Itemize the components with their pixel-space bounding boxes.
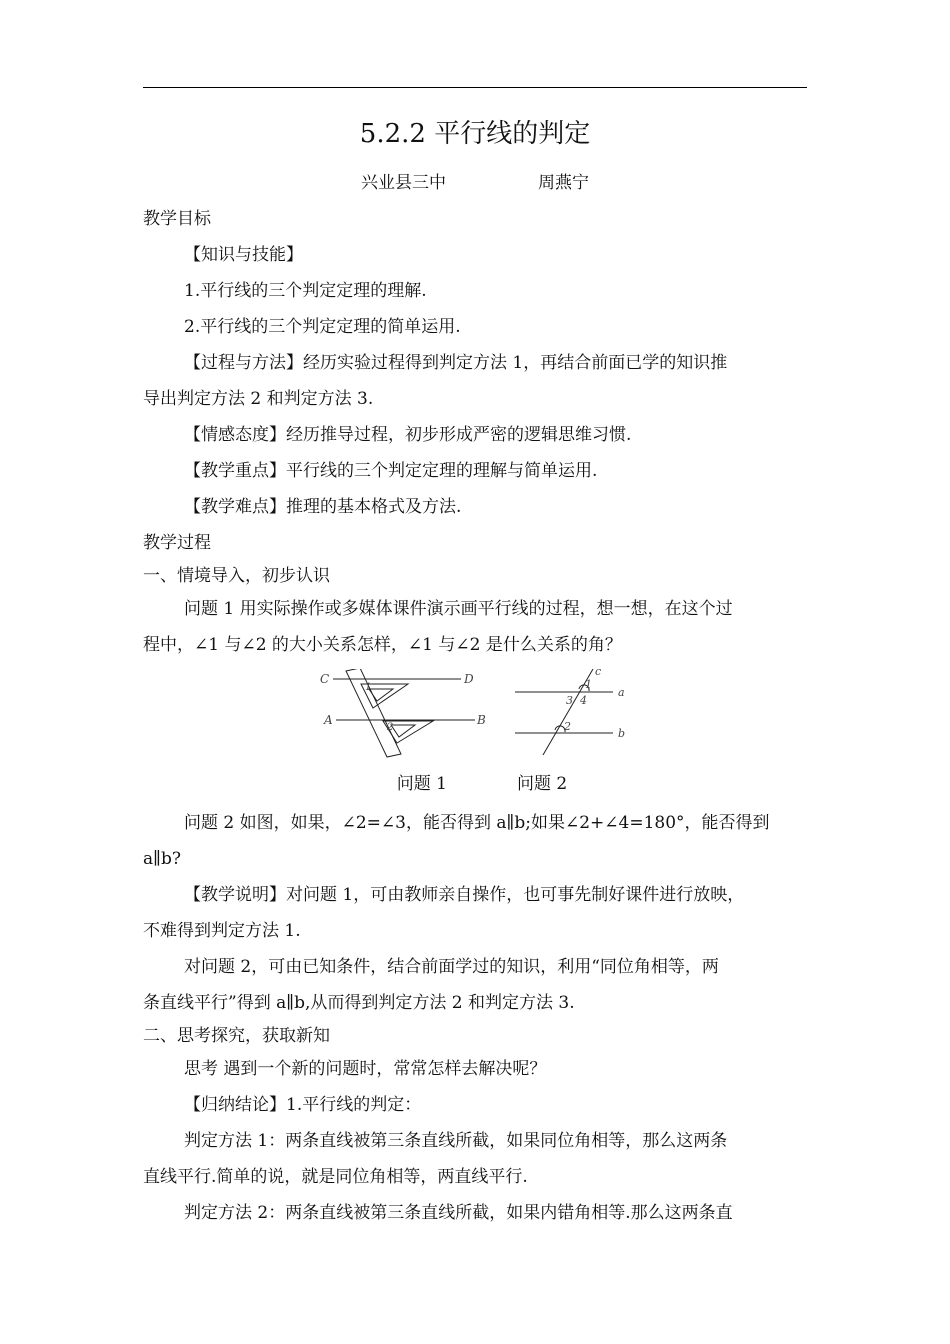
- ruler-shape: [346, 669, 401, 757]
- figure-1-diagram: [333, 669, 475, 757]
- fig2-label-b: b: [618, 727, 626, 740]
- difficult-point: 【教学难点】推理的基本格式及方法.: [184, 497, 462, 517]
- explain2-line-2: 条直线平行”得到 a∥b,从而得到判定方法 2 和判定方法 3.: [143, 993, 575, 1013]
- knowledge-item-2: 2.平行线的三个判定定理的简单运用.: [184, 317, 461, 337]
- question1-line-2: 程中，∠1 与∠2 的大小关系怎样，∠1 与∠2 是什么关系的角？: [143, 635, 622, 655]
- fig1-angle-1: 1: [365, 682, 372, 693]
- method1-line-2: 直线平行.简单的说，就是同位角相等，两直线平行.: [143, 1167, 528, 1187]
- fig1-caption: 问题 1: [396, 774, 447, 794]
- fig2-angle-4: 4: [580, 694, 587, 707]
- fig2-caption: 问题 2: [517, 774, 568, 794]
- question1-line-1: 问题 1 用实际操作或多媒体课件演示画平行线的过程，想一想，在这个过: [184, 599, 733, 619]
- conclusion-line: 【归纳结论】1.平行线的判定：: [184, 1095, 422, 1115]
- header-rule: [143, 87, 807, 88]
- fig2-angle-3: 3: [566, 694, 573, 707]
- question2-line-1: 问题 2 如图，如果，∠2=∠3，能否得到 a∥b;如果∠2+∠4=180°，能否得到: [184, 813, 770, 833]
- knowledge-tag: 【知识与技能】: [184, 245, 303, 265]
- page-title: 5.2.2 平行线的判定: [359, 119, 591, 149]
- fig1-label-a: A: [324, 713, 333, 727]
- method2-line-1: 判定方法 2：两条直线被第三条直线所截，如果内错角相等.那么这两条直: [184, 1203, 733, 1223]
- fig1-label-d: D: [464, 672, 474, 686]
- fig2-angle-1: 1: [585, 678, 592, 691]
- method1-line-1: 判定方法 1：两条直线被第三条直线所截，如果同位角相等，那么这两条: [184, 1131, 728, 1151]
- explain-line-2: 不难得到判定方法 1.: [143, 921, 301, 941]
- knowledge-item-1: 1.平行线的三个判定定理的理解.: [184, 281, 427, 301]
- emotion-attitude: 【情感态度】经历推导过程，初步形成严密的逻辑思维习惯.: [184, 425, 632, 445]
- figure-2-diagram: [515, 669, 613, 755]
- key-point: 【教学重点】平行线的三个判定定理的理解与简单运用.: [184, 461, 598, 481]
- fig1-label-b: B: [477, 713, 486, 727]
- figure-captions: [143, 769, 813, 799]
- explain2-line-1: 对问题 2，可由已知条件，结合前面学过的知识，利用“同位角相等，两: [184, 957, 719, 977]
- author-name: 周燕宁: [538, 173, 589, 193]
- explain-line-1: 【教学说明】对问题 1，可由教师亲自操作，也可事先制好课件进行放映，: [184, 885, 745, 905]
- fig2-label-a: a: [618, 686, 625, 699]
- figures-row: [143, 669, 813, 805]
- fig1-angle-2: 2: [387, 722, 394, 733]
- process-method-line-2: 导出判定方法 2 和判定方法 3.: [143, 389, 374, 409]
- fig2-label-c: c: [595, 669, 602, 678]
- objectives-heading: 教学目标: [143, 209, 211, 229]
- author-line: [0, 172, 950, 194]
- part2-heading: 二、思考探究，获取新知: [143, 1026, 330, 1046]
- think-line: 思考 遇到一个新的问题时，常常怎样去解决呢？: [184, 1059, 547, 1079]
- process-heading: 教学过程: [143, 533, 211, 553]
- document-body: [143, 201, 813, 1231]
- part1-heading: 一、情境导入，初步认识: [143, 566, 330, 586]
- school-name: 兴业县三中: [361, 173, 446, 193]
- process-method-line-1: 【过程与方法】经历实验过程得到判定方法 1，再结合前面已学的知识推: [184, 353, 728, 373]
- fig2-angle-2: 2: [564, 720, 571, 733]
- question2-line-2: a∥b?: [143, 849, 181, 869]
- fig1-label-c: C: [320, 672, 330, 686]
